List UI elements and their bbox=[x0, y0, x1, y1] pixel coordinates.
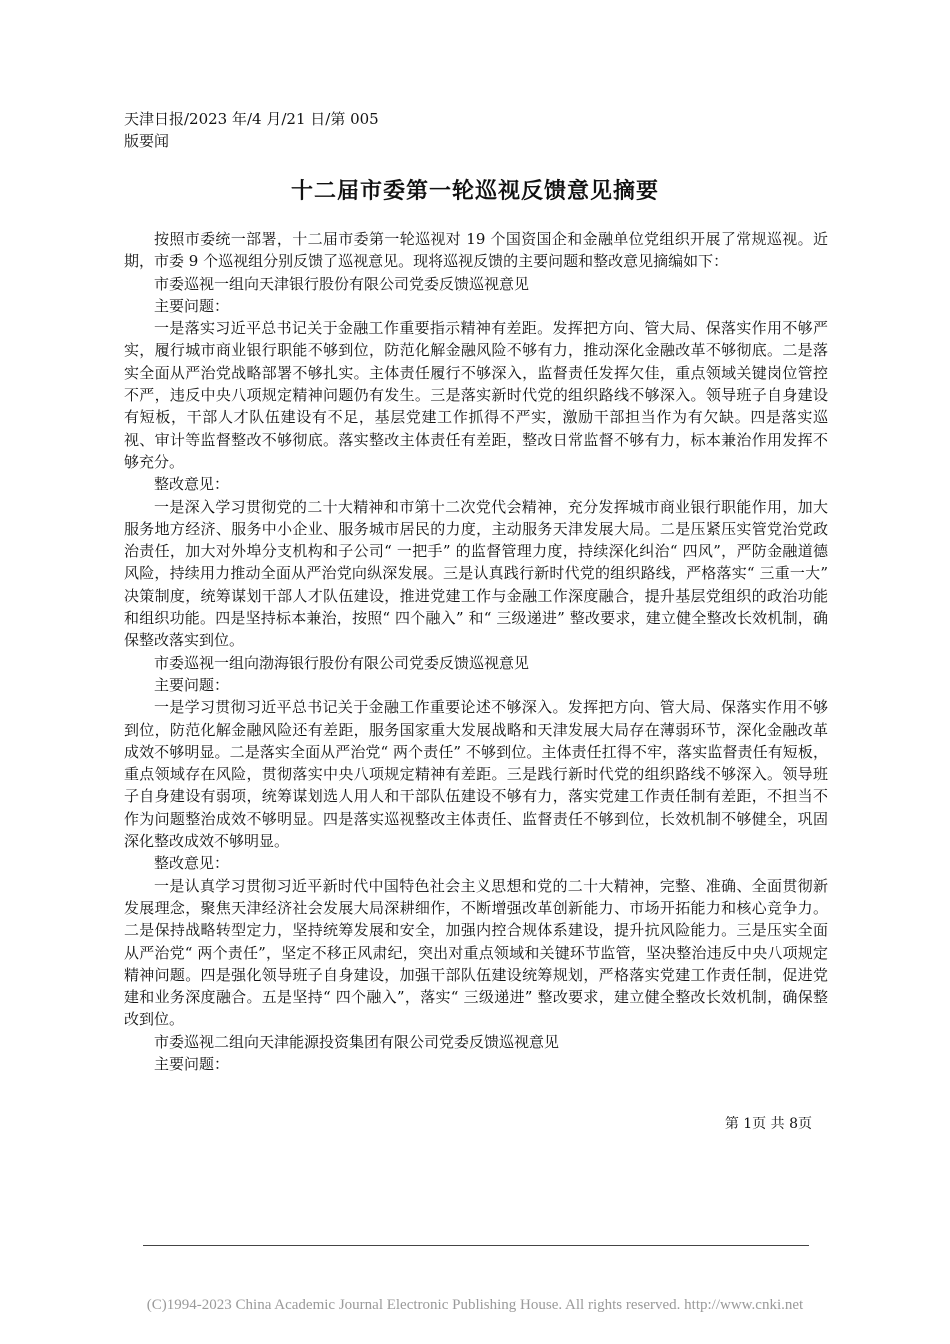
section-heading: 市委巡视一组向天津银行股份有限公司党委反馈巡视意见 bbox=[154, 274, 530, 293]
section-heading: 市委巡视一组向渤海银行股份有限公司党委反馈巡视意见 bbox=[154, 653, 530, 672]
page-number: 第 1页 共 8页 bbox=[724, 1116, 812, 1132]
subsection-label: 整改意见： bbox=[154, 475, 230, 494]
subsection-label: 主要问题： bbox=[154, 296, 230, 315]
article-title: 十二届市委第一轮巡视反馈意见摘要 bbox=[290, 178, 659, 204]
body-paragraph: 一是学习贯彻习近平总书记关于金融工作重要论述不够深入。发挥把方向、管大局、保落实作用不够到位，防范化解金融风险还有差距，服务国家重大发展战略和天津发展大局存在薄弱环节，深化金融改革成效不够明显。二是落实全面从严治党“ 两个责任” 不够到位。主体责任扛得不牢，落实监督责任有短板，重点领域存在风险，贯彻落实中央八项规定精神有差距。三是践行新时代党的组织路线不够深入。领导班子自身建设有弱项，统筹谋划选人用人和干部队伍建设不够有力，落实党建工作责任制有差距，不担当不作为问题整治成效不够明显。四是落实巡视整改主体责任、监督责任不够到位，长效机制不够健全，巩固深化整改成效不够明显。 bbox=[124, 698, 828, 851]
source-line-2: 版要闻 bbox=[124, 132, 170, 150]
footer-divider bbox=[143, 1245, 809, 1246]
section-heading: 市委巡视二组向天津能源投资集团有限公司党委反馈巡视意见 bbox=[154, 1032, 560, 1051]
body-paragraph: 一是认真学习贯彻习近平新时代中国特色社会主义思想和党的二十大精神，完整、准确、全面贯彻新发展理念，聚焦天津经济社会发展大局深耕细作，不断增强改革创新能力、市场开拓能力和核心竞争力。二是保持战略转型定力，坚持统筹发展和安全，加强内控合规体系建设，提升抗风险能力。三是压实全面从严治党“ 两个责任”，坚定不移正风肃纪，突出对重点领域和关键环节监管，坚决整治违反中央八项规定精神问题。四是强化领导班子自身建设，加强干部队伍建设统筹规划，严格落实党建工作责任制，促进党建和业务深度融合。五是坚持“ 四个融入”，落实“ 三级递进” 整改要求，建立健全整改长效机制，确保整改到位。 bbox=[124, 876, 828, 1029]
copyright-notice: (C)1994-2023 China Academic Journal Electronic Publishing House. All rights reserved. http://www.cnki.net bbox=[146, 1297, 804, 1313]
article-body bbox=[124, 228, 828, 1075]
subsection-label: 整改意见： bbox=[154, 854, 230, 873]
source-info bbox=[124, 108, 424, 152]
subsection-label: 主要问题： bbox=[154, 1054, 230, 1073]
body-paragraph: 一是落实习近平总书记关于金融工作重要指示精神有差距。发挥把方向、管大局、保落实作用不够严实，履行城市商业银行职能不够到位，防范化解金融风险不够有力，推动深化金融改革不够彻底。二是落实全面从严治党战略部署不够扎实。主体责任履行不够深入，监督责任发挥欠佳，重点领域关键岗位管控不严，违反中央八项规定精神问题仍有发生。三是落实新时代党的组织路线不够深入。领导班子自身建设有短板，干部人才队伍建设有不足，基层党建工作抓得不严实，激励干部担当作为有欠缺。四是落实巡视、审计等监督整改不够彻底。落实整改主体责任有差距，整改日常监督不够有力，标本兼治作用发挥不够充分。 bbox=[124, 319, 828, 471]
source-line-1: 天津日报/2023 年/4 月/21 日/第 005 bbox=[124, 110, 379, 128]
subsection-label: 主要问题： bbox=[154, 675, 230, 694]
intro-paragraph: 按照市委统一部署，十二届市委第一轮巡视对 19 个国资国企和金融单位党组织开展了常规巡视。近期，市委 9 个巡视组分别反馈了巡视意见。现将巡视反馈的主要问题和整改意见摘编如下： bbox=[124, 230, 828, 271]
body-paragraph: 一是深入学习贯彻党的二十大精神和市第十二次党代会精神，充分发挥城市商业银行职能作用，加大服务地方经济、服务中小企业、服务城市居民的力度，主动服务天津发展大局。二是压紧压实管党治党政治责任，加大对外埠分支机构和子公司“ 一把手” 的监督管理力度，持续深化纠治“ 四风”，严防金融道德风险，持续用力推动全面从严治党向纵深发展。三是认真践行新时代党的组织路线，严格落实“ 三重一大” 决策制度，统筹谋划干部人才队伍建设，推进党建工作与金融工作深度融合，提升基层党组织的政治功能和组织功能。四是坚持标本兼治，按照“ 四个融入” 和“ 三级递进” 整改要求，建立健全整改长效机制，确保整改落实到位。 bbox=[124, 497, 828, 650]
